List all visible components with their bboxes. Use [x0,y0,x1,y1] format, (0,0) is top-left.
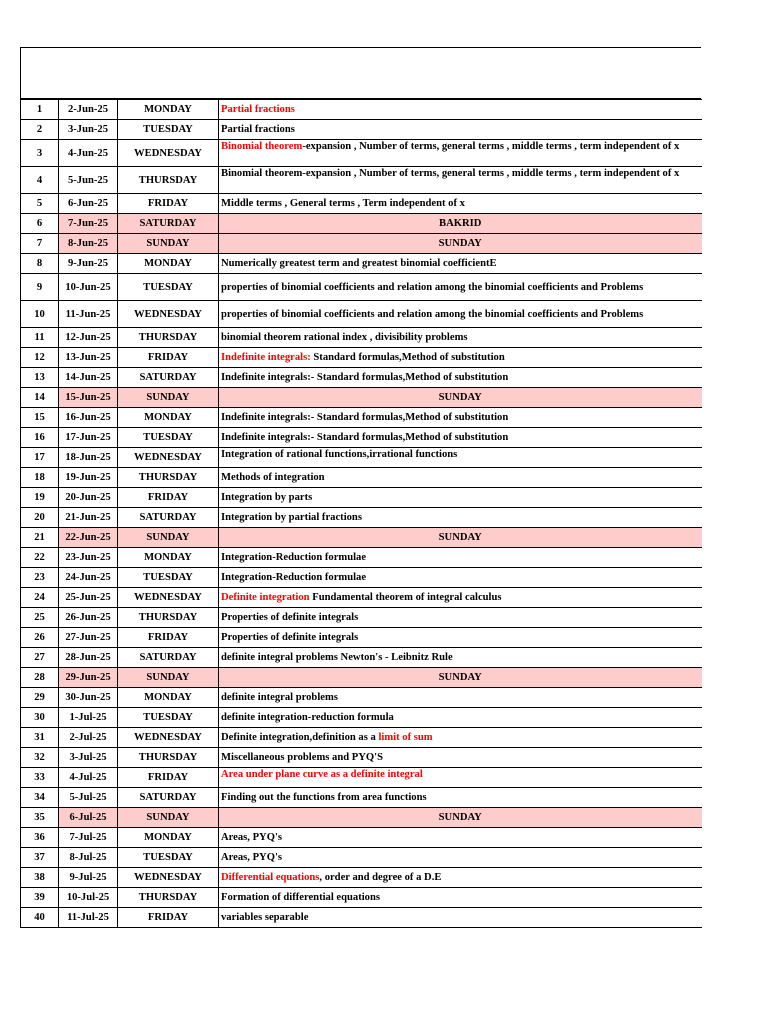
row-topic [219,608,702,628]
row-topic [219,788,702,808]
topic-highlight: Binomial theorem [221,141,303,152]
holiday-row [21,214,702,234]
row-day: TUESDAY [118,708,219,728]
topic-text: Integration-Reduction formulae [221,552,367,563]
row-topic [219,548,702,568]
row-day: TUESDAY [118,568,219,588]
topic-text: Methods of integration [221,472,325,483]
row-topic [219,708,702,728]
row-topic [219,728,702,748]
row-date: 6-Jul-25 [59,808,118,828]
row-date: 8-Jul-25 [59,848,118,868]
row-date: 25-Jun-25 [59,588,118,608]
topic-highlight: Area under plane curve as a definite integral [221,769,423,780]
row-day: WEDNESDAY [118,140,219,167]
topic-text: SUNDAY [438,812,482,823]
topic-text: Indefinite integrals:- Standard formulas,Method of substitution [221,412,509,423]
row-number: 20 [21,508,59,528]
row-number: 33 [21,768,59,788]
row-date: 20-Jun-25 [59,488,118,508]
row-number: 9 [21,274,59,301]
row-topic [219,568,702,588]
row-topic [219,868,702,888]
topic-text: Areas, PYQ's [221,832,283,843]
schedule-row [21,648,702,668]
row-date: 5-Jul-25 [59,788,118,808]
row-topic [219,668,702,688]
row-date: 21-Jun-25 [59,508,118,528]
row-number: 10 [21,301,59,328]
row-number: 38 [21,868,59,888]
topic-text: Indefinite integrals:- Standard formulas,Method of substitution [221,432,509,443]
row-number: 35 [21,808,59,828]
row-date: 4-Jun-25 [59,140,118,167]
row-day: THURSDAY [118,468,219,488]
row-number: 6 [21,214,59,234]
row-topic [219,508,702,528]
row-day: FRIDAY [118,628,219,648]
schedule-row [21,368,702,388]
schedule-row [21,468,702,488]
row-number: 34 [21,788,59,808]
schedule-row [21,274,702,301]
row-number: 21 [21,528,59,548]
topic-text: Fundamental theorem of integral calculus [312,592,502,603]
topic-highlight: limit of sum [378,732,433,743]
row-topic [219,388,702,408]
row-topic [219,488,702,508]
topic-text: BAKRID [439,218,482,229]
row-day: TUESDAY [118,274,219,301]
holiday-row [21,234,702,254]
row-date: 28-Jun-25 [59,648,118,668]
row-number: 39 [21,888,59,908]
row-date: 6-Jun-25 [59,194,118,214]
row-date: 17-Jun-25 [59,428,118,448]
row-number: 14 [21,388,59,408]
row-topic [219,448,702,468]
topic-text: Binomial theorem-expansion , Number of terms, general terms , middle terms , term independent of x [221,168,680,179]
row-date: 23-Jun-25 [59,548,118,568]
topic-text: Properties of definite integrals [221,612,359,623]
row-topic [219,748,702,768]
row-date: 9-Jun-25 [59,254,118,274]
row-day: SATURDAY [118,648,219,668]
topic-text: Definite integration,definition as a [221,732,379,743]
row-date: 8-Jun-25 [59,234,118,254]
schedule-row [21,254,702,274]
row-number: 17 [21,448,59,468]
row-day: THURSDAY [118,167,219,194]
topic-text: Middle terms , General terms , Term independent of x [221,198,465,209]
row-date: 4-Jul-25 [59,768,118,788]
row-topic [219,348,702,368]
schedule-row [21,508,702,528]
row-topic [219,588,702,608]
row-day: SATURDAY [118,214,219,234]
schedule-row [21,140,702,167]
topic-text: , order and degree of a D.E [319,872,442,883]
row-number: 40 [21,908,59,928]
row-day: WEDNESDAY [118,588,219,608]
row-topic [219,808,702,828]
row-day: WEDNESDAY [118,301,219,328]
row-topic [219,301,702,328]
row-topic [219,408,702,428]
schedule-row [21,194,702,214]
schedule-row [21,167,702,194]
row-day: MONDAY [118,828,219,848]
row-date: 7-Jun-25 [59,214,118,234]
row-date: 29-Jun-25 [59,668,118,688]
row-date: 5-Jun-25 [59,167,118,194]
topic-text: Miscellaneous problems and PYQ'S [221,752,383,763]
schedule-row [21,908,702,928]
schedule-row [21,728,702,748]
schedule-table [20,99,702,928]
row-topic [219,428,702,448]
schedule-row [21,488,702,508]
row-date: 7-Jul-25 [59,828,118,848]
topic-highlight: Partial fractions [221,104,295,115]
row-day: MONDAY [118,688,219,708]
schedule-row [21,348,702,368]
schedule-row [21,788,702,808]
row-day: THURSDAY [118,608,219,628]
row-day: SUNDAY [118,528,219,548]
schedule-row [21,428,702,448]
row-day: FRIDAY [118,768,219,788]
row-number: 5 [21,194,59,214]
row-number: 32 [21,748,59,768]
row-date: 3-Jul-25 [59,748,118,768]
schedule-row [21,301,702,328]
topic-highlight: Definite integration [221,592,313,603]
row-topic [219,848,702,868]
row-number: 4 [21,167,59,194]
topic-text: SUNDAY [438,392,482,403]
topic-text: variables separable [221,912,309,923]
row-day: THURSDAY [118,748,219,768]
topic-text: Integration by partial fractions [221,512,362,523]
holiday-row [21,808,702,828]
topic-text: SUNDAY [438,672,482,683]
row-day: WEDNESDAY [118,868,219,888]
topic-text: Integration-Reduction formulae [221,572,367,583]
schedule-row [21,868,702,888]
row-topic [219,120,702,140]
row-topic [219,100,702,120]
row-topic [219,528,702,548]
row-day: SATURDAY [118,788,219,808]
schedule-row [21,100,702,120]
row-number: 15 [21,408,59,428]
topic-text: definite integral problems [221,692,338,703]
row-day: SUNDAY [118,388,219,408]
topic-text: Integration by parts [221,492,313,503]
row-topic [219,768,702,788]
row-number: 8 [21,254,59,274]
row-day: MONDAY [118,408,219,428]
topic-text: Finding out the functions from area functions [221,792,427,803]
row-day: MONDAY [118,100,219,120]
row-day: TUESDAY [118,848,219,868]
row-topic [219,908,702,928]
row-topic [219,234,702,254]
row-date: 16-Jun-25 [59,408,118,428]
schedule-row [21,328,702,348]
row-number: 13 [21,368,59,388]
topic-text: properties of binomial coefficients and relation among the binomial coefficients and Problems [221,281,644,293]
topic-text: Areas, PYQ's [221,852,283,863]
row-number: 19 [21,488,59,508]
row-number: 11 [21,328,59,348]
row-number: 28 [21,668,59,688]
row-day: MONDAY [118,254,219,274]
schedule-row [21,688,702,708]
schedule-row [21,608,702,628]
row-day: FRIDAY [118,194,219,214]
holiday-row [21,528,702,548]
row-date: 3-Jun-25 [59,120,118,140]
topic-highlight: Indefinite integrals: [221,352,314,363]
row-day: WEDNESDAY [118,448,219,468]
row-topic [219,214,702,234]
row-day: FRIDAY [118,908,219,928]
schedule-row [21,548,702,568]
holiday-row [21,668,702,688]
row-number: 18 [21,468,59,488]
topic-text: Properties of definite integrals [221,632,359,643]
row-topic [219,274,702,301]
row-date: 19-Jun-25 [59,468,118,488]
row-day: SUNDAY [118,808,219,828]
row-number: 22 [21,548,59,568]
row-date: 11-Jun-25 [59,301,118,328]
row-number: 26 [21,628,59,648]
row-date: 15-Jun-25 [59,388,118,408]
topic-text: properties of binomial coefficients and relation among the binomial coefficients and Problems [221,308,644,320]
schedule-row [21,568,702,588]
topic-text: Formation of differential equations [221,892,380,903]
row-day: SUNDAY [118,668,219,688]
holiday-row [21,388,702,408]
topic-text: definite integral problems Newton's - Leibnitz Rule [221,652,453,663]
row-date: 13-Jun-25 [59,348,118,368]
row-number: 1 [21,100,59,120]
row-day: FRIDAY [118,488,219,508]
schedule-row [21,708,702,728]
schedule-row [21,748,702,768]
row-date: 9-Jul-25 [59,868,118,888]
row-number: 31 [21,728,59,748]
schedule-row [21,588,702,608]
topic-text: definite integration-reduction formula [221,712,394,723]
row-day: TUESDAY [118,428,219,448]
row-topic [219,368,702,388]
row-day: THURSDAY [118,888,219,908]
row-day: WEDNESDAY [118,728,219,748]
row-date: 24-Jun-25 [59,568,118,588]
row-number: 37 [21,848,59,868]
row-topic [219,888,702,908]
row-number: 24 [21,588,59,608]
row-topic [219,828,702,848]
topic-text: Indefinite integrals:- Standard formulas,Method of substitution [221,372,509,383]
row-number: 12 [21,348,59,368]
row-date: 18-Jun-25 [59,448,118,468]
schedule-row [21,448,702,468]
row-date: 26-Jun-25 [59,608,118,628]
topic-text: Numerically greatest term and greatest binomial coefficientE [221,258,497,269]
row-number: 25 [21,608,59,628]
row-number: 23 [21,568,59,588]
header-cell [20,47,701,99]
row-date: 30-Jun-25 [59,688,118,708]
row-date: 22-Jun-25 [59,528,118,548]
topic-text: Partial fractions [221,124,295,135]
row-day: SATURDAY [118,368,219,388]
row-topic [219,628,702,648]
schedule-row [21,628,702,648]
row-date: 11-Jul-25 [59,908,118,928]
schedule-row [21,848,702,868]
topic-text: SUNDAY [438,532,482,543]
row-day: MONDAY [118,548,219,568]
topic-text: SUNDAY [438,238,482,249]
schedule-rows [21,100,702,928]
row-number: 2 [21,120,59,140]
topic-highlight: Differential equations [221,872,320,883]
row-topic [219,254,702,274]
row-topic [219,194,702,214]
topic-text: binomial theorem rational index , divisibility problems [221,332,468,343]
schedule-sheet [20,47,701,928]
row-day: SATURDAY [118,508,219,528]
row-date: 1-Jul-25 [59,708,118,728]
row-day: SUNDAY [118,234,219,254]
row-date: 10-Jul-25 [59,888,118,908]
schedule-row [21,888,702,908]
schedule-row [21,120,702,140]
row-topic [219,328,702,348]
row-number: 16 [21,428,59,448]
row-number: 3 [21,140,59,167]
schedule-row [21,828,702,848]
row-day: FRIDAY [118,348,219,368]
schedule-row [21,408,702,428]
row-number: 27 [21,648,59,668]
row-date: 10-Jun-25 [59,274,118,301]
row-topic [219,688,702,708]
row-topic [219,167,702,194]
topic-text: Integration of rational functions,irrational functions [221,449,458,460]
row-topic [219,140,702,167]
row-date: 12-Jun-25 [59,328,118,348]
row-topic [219,468,702,488]
row-topic [219,648,702,668]
row-date: 14-Jun-25 [59,368,118,388]
row-date: 2-Jun-25 [59,100,118,120]
topic-text: -expansion , Number of terms, general terms , middle terms , term independent of x [302,141,680,152]
row-date: 2-Jul-25 [59,728,118,748]
row-day: TUESDAY [118,120,219,140]
schedule-row [21,768,702,788]
row-number: 36 [21,828,59,848]
row-day: THURSDAY [118,328,219,348]
row-number: 29 [21,688,59,708]
row-number: 30 [21,708,59,728]
row-number: 7 [21,234,59,254]
row-date: 27-Jun-25 [59,628,118,648]
topic-text: Standard formulas,Method of substitution [313,352,505,363]
